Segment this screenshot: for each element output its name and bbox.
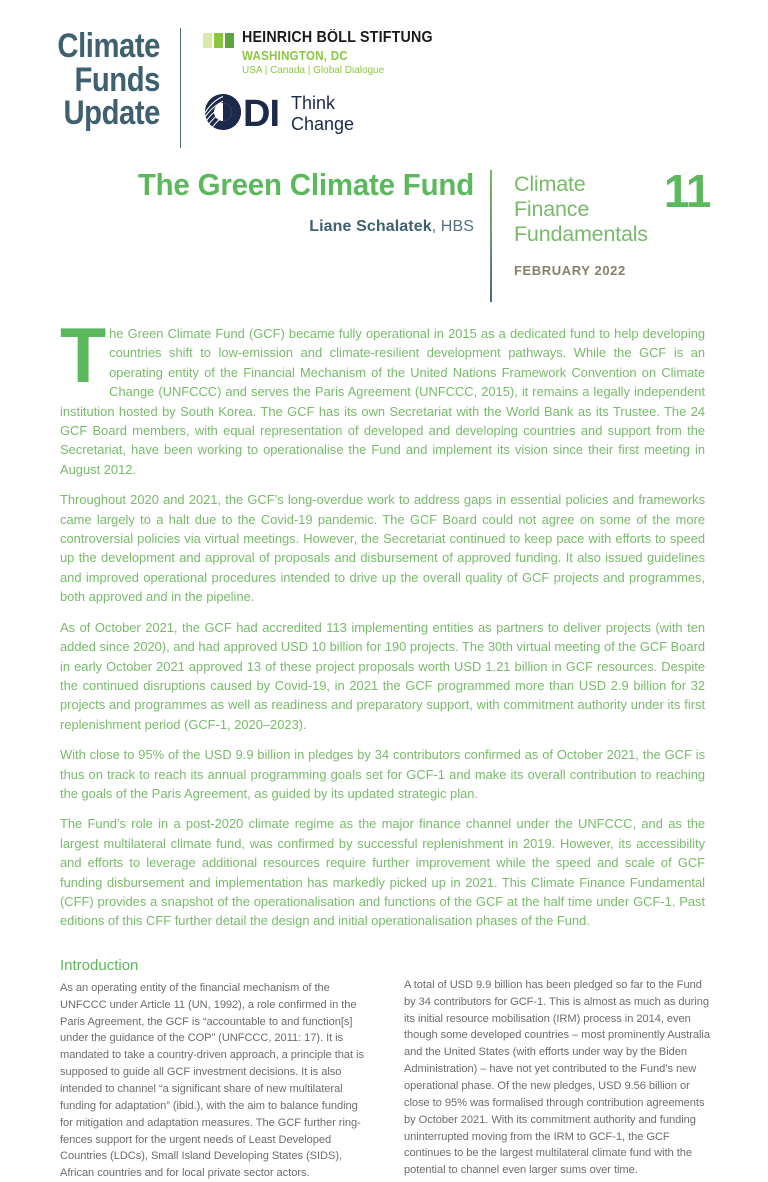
heinrich-boll-stiftung-logo bbox=[203, 30, 449, 76]
introduction-right-text: A total of USD 9.9 billion has been pledged so far to the Fund by 34 contributors for GCF-1. This is almost as much as during its initial resource mobilisation (IRM) process in 2014, even though some developed countries – most prominently Australia and the United States (with efforts under way by the Biden Administration) – have not yet contributed to the Fund’s new operational phase. Of the new pledges, USD 9.56 billion or close to 95% was formalised through contribution agreements by October 2021. With its commitment authority and funding uninterrupted moving from the IRM to GCF-1, the GCF continues to be the largest multilateral climate fund with the potential to channel even larger sums over time. bbox=[404, 978, 710, 1177]
series-line-1: Climate bbox=[514, 172, 586, 196]
series-line-3: Fundamentals bbox=[514, 222, 648, 247]
author-name: Liane Schalatek bbox=[309, 218, 432, 236]
title-left-column bbox=[60, 168, 490, 302]
odi-tagline-line1: Think bbox=[291, 92, 336, 113]
odi-tagline bbox=[291, 93, 354, 135]
introduction-right-column bbox=[404, 957, 714, 1182]
publication-date: FEBRUARY 2022 bbox=[514, 263, 626, 279]
header-vertical-divider bbox=[180, 28, 181, 148]
series-line-2: Finance bbox=[514, 197, 590, 222]
introduction-heading: Introduction bbox=[60, 956, 139, 974]
author-line bbox=[60, 218, 474, 236]
cfu-line-2: Funds bbox=[74, 60, 160, 99]
issue-number: 11 bbox=[663, 165, 711, 217]
partner-logos bbox=[203, 24, 449, 137]
lead-paragraph-5: The Fund’s role in a post-2020 climate regime as the major finance channel under the UNFCCC, and as the largest multilateral climate fund, was confirmed by successful replenishment in 2019. However, its accessibility and efforts to leverage additional resources require further improvement while the speed and scale of GCF funding disbursement and implementation has markedly picked up in 2021. This Climate Finance Fundamental (CFF) provides a snapshot of the operationalisation and functions of the GCF at the half time under GCF-1. Past editions of this CFF further detail the design and initial operationalisation phases of the Fund. bbox=[60, 816, 706, 929]
odi-globe-icon bbox=[203, 92, 243, 137]
series-block bbox=[492, 165, 768, 302]
lead-paragraph-1-text: he Green Climate Fund (GCF) became fully operational in 2015 as a dedicated fund to help developing countries shift to low-emission and climate-resilient development pathways. While the GCF is an operating entity of the Financial Mechanism of the United Nations Framework Convention on Climate Change (UNFCCC) and serves the Paris Agreement (UNFCCC, 2015), it remains a legally independent institution hosted by South Korea. The GCF has its own Secretariat with the World Bank as its Trustee. The 24 GCF Board members, with equal representation of developed and developing countries and support from the Secretariat, have been working to operationalise the Fund and implement its vision since their first meeting in August 2012. bbox=[60, 326, 706, 477]
page-title: The Green Climate Fund bbox=[137, 167, 474, 202]
title-block bbox=[0, 165, 768, 302]
odi-letters: DI bbox=[243, 93, 279, 135]
odi-logo bbox=[203, 92, 449, 137]
series-name bbox=[514, 172, 648, 247]
author-affiliation: , HBS bbox=[431, 218, 474, 236]
climate-funds-update-logo bbox=[48, 24, 160, 131]
drop-cap: T bbox=[60, 311, 107, 399]
hbs-regions: USA | Canada | Global Dialogue bbox=[242, 64, 385, 76]
lead-paragraph-3: As of October 2021, the GCF had accredited 113 implementing entities as partners to deliver projects (with ten added since 2020), and had approved USD 10 billion for 190 projects. The 30th virtual meeting of the GCF Board in early October 2021 approved 13 of these project proposals worth USD 1.21 billion in GCF resources. Despite the continued disruptions caused by Covid-19, in 2021 the GCF programmed more than USD 2.9 billion for 32 projects and programmes as well as readiness and preparatory support, with commitment authority under its first replenishment period (GCF-1, 2020–2023). bbox=[60, 619, 706, 732]
hbs-name: HEINRICH BÖLL STIFTUNG bbox=[242, 29, 433, 46]
hbs-city: WASHINGTON, DC bbox=[242, 48, 348, 63]
introduction-left-column bbox=[60, 957, 370, 1182]
odi-tagline-line2: Change bbox=[291, 114, 355, 134]
introduction-left-text: As an operating entity of the financial mechanism of the UNFCCC under Article 11 (UN, 1992), a role confirmed in the Paris Agreement, the GCF is “accountable to and function[s] under the guidance of the COP” (UNFCCC, 2011: 17). It is mandated to take a country-driven approach, a principle that is supposed to guide all GCF investment decisions. It is also intended to channel “a significant share of new multilateral funding for adaptation” (ibid.), with the aim to balance funding for mitigation and adaptation measures. The GCF further ring-fences support for the urgent needs of Least Developed Countries (LDCs), Small Island Developing States (SIDS), African countries and for local private sector actors. bbox=[60, 981, 364, 1180]
page-header bbox=[0, 0, 768, 150]
lead-paragraph-1 bbox=[60, 311, 706, 479]
hbs-bars-icon bbox=[203, 33, 234, 48]
introduction-section bbox=[60, 957, 715, 1182]
lead-paragraph-2: Throughout 2020 and 2021, the GCF’s long-overdue work to address gaps in essential policies and frameworks came largely to a halt due to the Covid-19 pandemic. The GCF Board could not agree on some of the more controversial policies via virtual meetings. However, the Secretariat continued to keep pace with efforts to speed up the development and approval of proposals and disbursement of approved funding. It also issued guidelines and improved operational procedures intended to drive up the overall quality of GCF projects and programmes, both approved and in the pipeline. bbox=[60, 492, 706, 605]
lead-paragraph-4: With close to 95% of the USD 9.9 billion in pledges by 34 contributors confirmed as of October 2021, the GCF is thus on track to reach its annual programming goals set for GCF-1 and make its overall contribution to reaching the goals of the Paris Agreement, as guided by its updated strategic plan. bbox=[60, 747, 706, 801]
lead-body bbox=[60, 311, 706, 931]
cfu-line-1: Climate bbox=[57, 27, 160, 65]
cfu-line-3: Update bbox=[63, 94, 160, 133]
